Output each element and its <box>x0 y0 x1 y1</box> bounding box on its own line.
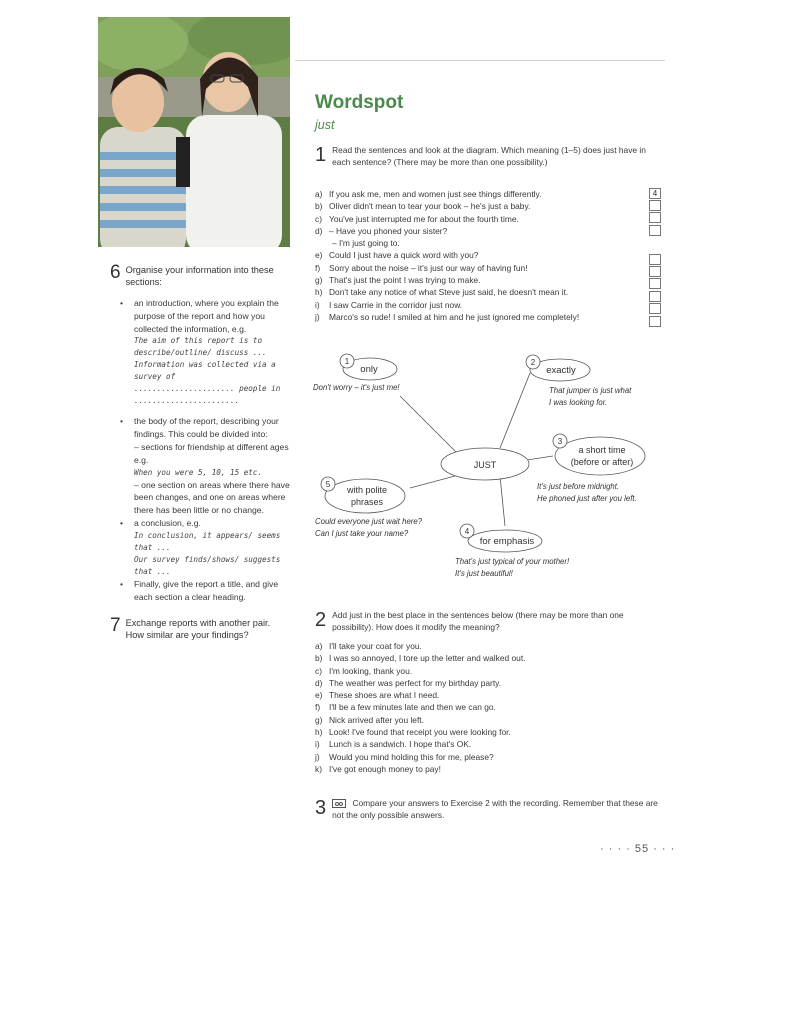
sentence-row <box>315 640 660 652</box>
exercise-2-instruction: Add just in the best place in the sentences below (there may be more than one possibility). How does it modify the meaning? <box>332 610 624 633</box>
answer-box[interactable] <box>649 278 661 289</box>
sentence-row <box>315 701 660 713</box>
meaning-5 <box>315 477 423 538</box>
bullet-title <box>120 578 290 604</box>
sentence-key: c) <box>315 665 322 676</box>
sentence-row <box>315 714 660 726</box>
handwriting-line: ....................... <box>134 396 240 406</box>
photo-two-friends <box>98 17 290 247</box>
bullet-title-text: Finally, give the report a title, and give each section a clear heading. <box>134 578 279 602</box>
handwriting-line: ...................... people in <box>134 384 281 394</box>
sentence-text: I'll be a few minutes late and then we can go. <box>329 702 496 713</box>
meaning-2-example: I was looking for. <box>549 398 608 407</box>
bullet-body-subtext: – one section on areas where there have been changes, and one on areas where there has been little or no change. <box>134 479 290 516</box>
sentence-row <box>315 225 660 237</box>
handwriting-line: Information was collected via a survey of <box>134 360 276 382</box>
section-7 <box>110 617 290 641</box>
bullet-body <box>120 415 290 517</box>
sentence-key: i) <box>315 739 320 750</box>
sentence-row <box>315 200 660 212</box>
meaning-1-label: only <box>360 364 378 375</box>
bullet-body-text: the body of the report, describing your findings. This could be divided into: <box>134 416 279 440</box>
sentence-text: – I'm just going to. <box>332 238 400 249</box>
page-number-value: 55 <box>634 843 650 855</box>
sentence-text: Could I just have a quick word with you? <box>329 250 479 261</box>
exercise-1-instruction: Read the sentences and look at the diagram. Which meaning (1–5) does just have in each sentence? (There may be more than one possibility.) <box>332 145 646 168</box>
sentence-text: The weather was perfect for my birthday party. <box>329 677 502 688</box>
meaning-3-example: It's just before midnight. <box>537 482 620 491</box>
sentence-row <box>315 299 660 311</box>
bullet-dot: • <box>120 298 124 308</box>
section-7-number: 7 <box>110 617 121 637</box>
meaning-2-label: exactly <box>546 365 576 376</box>
meaning-2-number: 2 <box>530 358 536 367</box>
handwriting-line: In conclusion, it appears/ seems that ... <box>134 530 281 552</box>
answer-box[interactable] <box>649 291 661 302</box>
wordspot-subtitle: just <box>315 118 335 132</box>
sentence-text: Sorry about the noise – it's just our way of having fun! <box>329 262 528 273</box>
sentence-key: h) <box>315 727 323 738</box>
bullet-dot: • <box>120 517 124 528</box>
sentence-row <box>315 689 660 701</box>
answer-box[interactable] <box>649 303 661 314</box>
meaning-4 <box>455 524 570 578</box>
sentence-text: I was so annoyed, I tore up the letter and walked out. <box>329 653 526 664</box>
meaning-3-example: He phoned just after you left. <box>537 494 637 503</box>
sentence-key: a) <box>315 189 323 199</box>
meaning-4-label: for emphasis <box>479 536 535 547</box>
sentence-text: Don't take any notice of what Steve just said, he doesn't mean it. <box>329 287 569 298</box>
bullet-conclusion <box>120 517 290 578</box>
sentence-key: f) <box>315 262 321 273</box>
answer-box[interactable]: 4 <box>649 188 661 199</box>
sentence-text: If you ask me, men and women just see things differently. <box>329 189 542 199</box>
handwriting-line: Our survey finds/shows/ suggests that ... <box>134 554 281 576</box>
meaning-3-label: a short time <box>578 445 626 455</box>
sentence-row <box>315 652 660 664</box>
sentence-row <box>315 738 660 750</box>
page-number: · · · · 55 · · · <box>600 843 676 855</box>
wordspot-title: Wordspot <box>315 92 404 113</box>
exercise-1-number: 1 <box>315 144 327 166</box>
answer-box[interactable] <box>649 316 661 327</box>
exercise-2-sentences <box>315 640 660 775</box>
sentence-row <box>315 262 660 274</box>
sentence-key: e) <box>315 690 323 701</box>
meaning-3-label: (before or after) <box>570 457 634 467</box>
sentence-key: d) <box>315 677 323 688</box>
sentence-text: Lunch is a sandwich. I hope that's OK. <box>329 739 472 750</box>
sentence-row <box>315 274 660 286</box>
bullet-dot: • <box>120 578 124 589</box>
sentence-row <box>315 249 660 261</box>
exercise-1 <box>315 144 660 168</box>
exercise-1-sentences <box>315 188 660 323</box>
sentence-text: Oliver didn't mean to tear your book – he's just a baby. <box>329 201 531 212</box>
sentence-row <box>315 213 660 225</box>
sentence-text: I've got enough money to pay! <box>329 763 441 774</box>
sentence-key: b) <box>315 201 323 212</box>
sentence-text: These shoes are what I need. <box>329 690 440 701</box>
diagram-center-label: JUST <box>473 460 497 470</box>
sentence-text: Marco's so rude! I smiled at him and he just ignored me completely! <box>329 311 580 322</box>
sentence-key: k) <box>315 763 322 774</box>
meaning-4-example: It's just beautiful! <box>455 569 513 578</box>
sentence-key: a) <box>315 641 323 651</box>
meaning-3-number: 3 <box>557 437 563 446</box>
meaning-diagram <box>305 348 680 588</box>
section-6 <box>110 264 290 288</box>
section-6-heading: Organise your information into these sections: <box>125 265 274 287</box>
meaning-5-example: Can I just take your name? <box>315 529 409 538</box>
meaning-1 <box>313 354 400 392</box>
left-column <box>110 264 290 641</box>
sentence-key: b) <box>315 653 323 664</box>
meaning-3 <box>537 434 645 503</box>
sentence-key: e) <box>315 250 323 261</box>
sentence-key: f) <box>315 702 321 713</box>
exercise-3-number: 3 <box>315 797 327 819</box>
exercise-2-number: 2 <box>315 609 327 631</box>
sentence-row <box>315 237 660 249</box>
sentence-row <box>315 763 660 775</box>
bullet-body-subtext: – sections for friendship at different ages e.g. <box>134 441 289 465</box>
sentence-key: d) <box>315 225 323 236</box>
sentence-row <box>315 286 660 298</box>
sentence-text: That's just the point I was trying to make. <box>329 275 481 286</box>
sentence-row <box>315 677 660 689</box>
sentence-key: g) <box>315 275 323 286</box>
section-7-heading: Exchange reports with another pair. How similar are your findings? <box>125 618 271 641</box>
header-rule <box>295 60 665 61</box>
meaning-4-number: 4 <box>464 527 470 536</box>
photo-illustration <box>98 17 290 247</box>
answer-box[interactable] <box>649 266 661 277</box>
sentence-key: h) <box>315 287 323 298</box>
bullet-introduction <box>120 297 290 407</box>
bullet-dot: • <box>120 416 124 427</box>
sentence-text: I'll take your coat for you. <box>329 641 422 651</box>
meaning-4-example: That's just typical of your mother! <box>455 557 570 566</box>
sentence-row <box>315 311 660 323</box>
sentence-text: Would you mind holding this for me, please? <box>329 751 494 762</box>
meaning-5-label: with polite <box>346 485 388 495</box>
meaning-5-label: phrases <box>350 497 384 507</box>
sentence-row <box>315 665 660 677</box>
meaning-2-example: That jumper is just what <box>549 386 632 395</box>
sentence-key: j) <box>315 751 320 762</box>
handwriting-line: The aim of this report is to describe/outline/ discuss ... <box>134 336 267 358</box>
sentence-text: Nick arrived after you left. <box>329 714 424 725</box>
answer-box[interactable] <box>649 212 661 223</box>
meaning-2 <box>526 355 632 407</box>
bullet-conclusion-text: a conclusion, e.g. <box>134 517 201 528</box>
sentence-text: You've just interrupted me for about the fourth time. <box>329 213 519 224</box>
sentence-text: I'm looking, thank you. <box>329 665 413 676</box>
sentence-row <box>315 751 660 763</box>
meaning-1-number: 1 <box>344 357 350 366</box>
sentence-text: I saw Carrie in the corridor just now. <box>329 299 463 310</box>
answer-box[interactable] <box>649 200 661 211</box>
sentence-row <box>315 726 660 738</box>
sentence-row <box>315 188 660 200</box>
answer-box[interactable] <box>649 254 661 265</box>
sentence-text: – Have you phoned your sister? <box>329 225 448 236</box>
sentence-key: j) <box>315 311 320 322</box>
bullet-introduction-text: an introduction, where you explain the purpose of the report and how you collected the information, e.g. <box>134 298 279 334</box>
sentence-text: Look! I've found that receipt you were looking for. <box>329 727 511 738</box>
meaning-1-example: Don't worry – it's just me! <box>313 383 400 392</box>
handwriting-line: When you were 5, 10, 15 etc. <box>134 467 263 477</box>
exercise-2 <box>315 609 660 633</box>
sentence-key: c) <box>315 213 322 224</box>
cassette-icon <box>332 799 346 808</box>
section-6-number: 6 <box>110 264 121 283</box>
exercise-3-instruction: Compare your answers to Exercise 2 with the recording. Remember that these are not the only possible answers. <box>332 798 658 821</box>
answer-box[interactable] <box>649 225 661 236</box>
sentence-key: g) <box>315 714 323 725</box>
meaning-5-number: 5 <box>325 480 331 489</box>
exercise-3 <box>315 797 660 821</box>
meaning-5-example: Could everyone just wait here? <box>315 517 423 526</box>
sentence-key: i) <box>315 299 320 310</box>
diagram-center <box>441 448 529 480</box>
